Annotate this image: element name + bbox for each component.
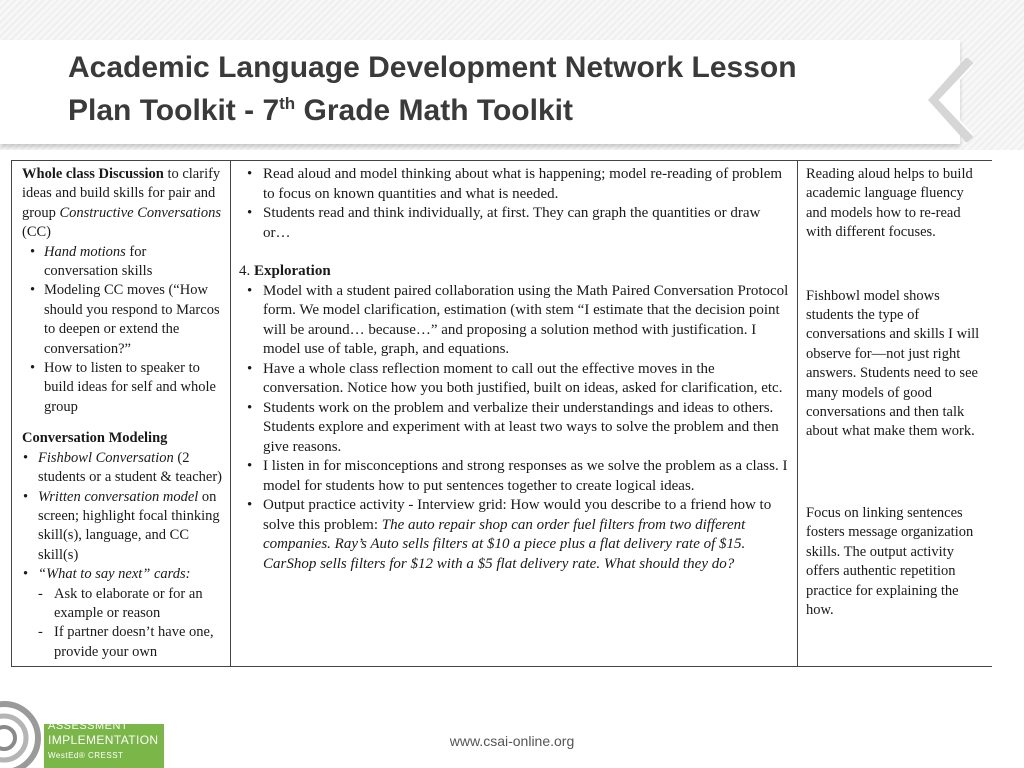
rationale-note: Focus on linking sentences fosters message organization skills. The output activity offers authentic repetition practice for explaining the how. — [806, 504, 974, 618]
list-item: - Ask to elaborate or for an example or reason — [22, 585, 224, 624]
cc-name: Constructive Conversations — [59, 204, 221, 221]
rationale-note: Reading aloud helps to build academic language fluency and models how to re-read with different focuses. — [806, 166, 973, 241]
title-line2-post: Grade Math Toolkit — [295, 94, 573, 127]
cm-list — [22, 449, 224, 662]
exploration-heading: 4. Exploration — [239, 263, 331, 279]
list-item: • “What to say next” cards: - Ask to elaborate or for an example or reason - If partner doesn’t have one, provide your own — [22, 565, 224, 662]
footer-url: www.csai-online.org — [449, 733, 575, 749]
exploration-list — [223, 282, 791, 575]
list-item: • Students work on the problem and verbalize their understandings and ideas to others. Students explore and experiment with at least two ways to solve the problem and then give reasons. — [223, 399, 791, 458]
rationale-note: Fishbowl model shows students the type of conversations and skills I will observe for—not just right answers. Students need to see many models of good conversations and then talk about what make them work. — [806, 287, 980, 440]
cc-abbr: (CC) — [22, 224, 51, 241]
list-item: - If partner doesn’t have one, provide your own — [22, 623, 224, 662]
logo-text: WestEd® CRESST — [48, 751, 124, 760]
procedure-cell — [231, 161, 798, 667]
lesson-plan-table-wrapper — [11, 160, 992, 726]
logo-text: ASSESSMENT — [48, 720, 129, 732]
wcd-text: to clarify ideas and build skills for pair and group — [22, 166, 221, 221]
list-item: • Students read and think individually, at first. They can graph the quantities or draw or… — [223, 204, 791, 243]
lesson-plan-table — [11, 160, 992, 667]
list-item: • Model with a student paired collaboration using the Math Paired Conversation Protocol form. We model clarification, estimation (with stem “I estimate that the decision point will be around… because…” and proposing a solution method with justification. I model use of table, graph, and equations. — [223, 282, 791, 360]
list-item: • How to listen to speaker to build ideas for self and whole group — [22, 359, 224, 417]
title-superscript: th — [279, 94, 296, 113]
wcd-heading: Whole class Discussion — [22, 166, 164, 182]
list-item: • Modeling CC moves (“How should you respond to Marcos to deepen or extend the conversation?” — [22, 281, 224, 359]
list-item: • Output practice activity - Interview grid: How would you describe to a friend how to solve this problem: The auto repair shop can order fuel filters from two different companies. Ray’s Auto sells filters at $10 a piece plus a flat delivery rate of $15. CarShop sells filters for $12 with a $5 flat delivery rate. What should they do? — [223, 496, 791, 574]
cards-list — [22, 585, 224, 663]
list-item: • Read aloud and model thinking about what is happening; model re-reading of problem to focus on known quantities and what is needed. — [223, 165, 791, 204]
rationale-cell — [798, 161, 993, 667]
list-item: • Fishbowl Conversation (2 students or a student & teacher) — [22, 449, 224, 488]
title-line2-pre: Plan Toolkit - 7 — [68, 94, 280, 127]
reading-list — [223, 165, 791, 243]
whole-class-discussion — [22, 165, 224, 243]
conversation-modeling-heading: Conversation Modeling — [22, 430, 168, 447]
cc-list — [22, 243, 224, 418]
list-item: • I listen in for misconceptions and strong responses as we solve the problem as a class. I model for students how to put sentences together to create logical ideas. — [223, 457, 791, 496]
swirl-logo-icon — [0, 688, 44, 768]
list-item: • Hand motions for conversation skills — [22, 243, 224, 282]
list-item: • Have a whole class reflection moment to call out the effective moves in the conversation. Notice how you both justified, built on ideas, asked for clarification, etc. — [223, 360, 791, 399]
logo-text: IMPLEMENTATION — [48, 733, 159, 747]
list-item: • Written conversation model on screen; highlight focal thinking skill(s), language, and CC skill(s) — [22, 488, 224, 566]
strategies-cell — [12, 161, 231, 667]
page-title — [68, 46, 948, 132]
table-row — [12, 161, 993, 667]
title-line1: Academic Language Development Network Lesson — [68, 51, 797, 84]
